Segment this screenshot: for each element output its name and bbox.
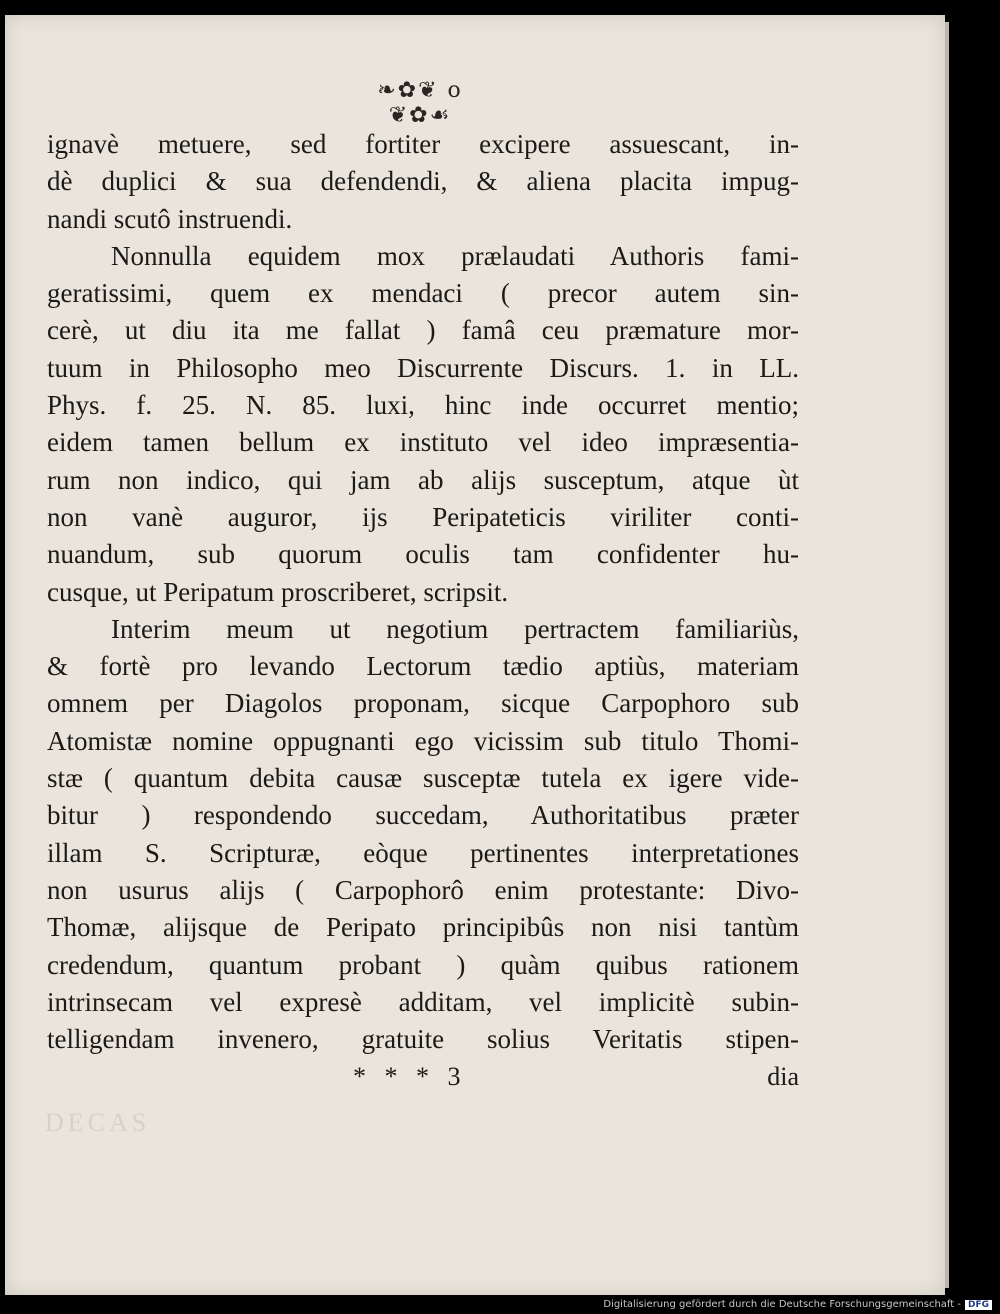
show-through-text: DECAS xyxy=(45,1108,151,1137)
text-line: rum non indico, qui jam ab alijs susceptum, atque ùt xyxy=(47,464,799,495)
signature-mark: * * * 3 xyxy=(353,1062,467,1091)
text-line: intrinsecam vel expresè additam, vel implicitè subin- xyxy=(47,986,799,1017)
text-line: non usurus alijs ( Carpophorô enim protestante: Divo- xyxy=(47,874,799,905)
text-line: telligendam invenero, gratuite solius Veritatis stipen- xyxy=(47,1024,799,1055)
text-line: Interim meum ut negotium pertractem familiariùs, xyxy=(111,613,799,644)
text-line: stæ ( quantum debita causæ susceptæ tutela ex igere vide- xyxy=(47,763,799,794)
text-line: omnem per Diagolos proponam, sicque Carpophoro sub xyxy=(47,688,799,719)
page-foot xyxy=(47,1062,799,1102)
text-line: credendum, quantum probant ) quàm quibus rationem xyxy=(47,949,799,980)
text-line: Phys. f. 25. N. 85. luxi, hinc inde occurret mentio; xyxy=(47,390,799,421)
text-line: non vanè auguror, ijs Peripateticis viriliter conti- xyxy=(47,501,799,532)
text-line: illam S. Scripturæ, eòque pertinentes interpretationes xyxy=(47,837,799,868)
header-ornament: ❧✿❦ o ❦✿☙ xyxy=(377,78,463,128)
digitization-footer xyxy=(603,1299,992,1310)
footer-text: Digitalisierung gefördert durch die Deutsche Forschungsgemeinschaft - xyxy=(603,1299,961,1310)
text-line: eidem tamen bellum ex instituto vel ideo impræsentia- xyxy=(47,427,799,458)
text-line: tuum in Philosopho meo Discurrente Discurs. 1. in LL. xyxy=(47,352,799,383)
text-line: cerè, ut diu ita me fallat ) famâ ceu præmature mor- xyxy=(47,315,799,346)
catchword: dia xyxy=(767,1062,799,1091)
text-line: cusque, ut Peripatum proscriberet, scripsit. xyxy=(47,576,509,607)
text-line: Atomistæ nomine oppugnanti ego vicissim sub titulo Thomi- xyxy=(47,725,799,756)
text-line: Nonnulla equidem mox prælaudati Authoris fami- xyxy=(111,240,799,271)
text-line: & fortè pro levando Lectorum tædio aptiùs, materiam xyxy=(47,651,799,682)
text-line: Thomæ, alijsque de Peripato principibûs non nisi tantùm xyxy=(47,912,799,943)
page-edge xyxy=(945,22,949,1288)
text-line: dè duplici & sua defendendi, & aliena placita impug- xyxy=(47,166,799,197)
text-line: geratissimi, quem ex mendaci ( precor autem sin- xyxy=(47,278,799,309)
body-text xyxy=(47,126,799,1058)
dfg-logo: DFG xyxy=(965,1300,992,1310)
text-line: nandi scutô instruendi. xyxy=(47,203,293,234)
text-line: nuandum, sub quorum oculis tam confidenter hu- xyxy=(47,539,799,570)
text-line: bitur ) respondendo succedam, Authoritatibus præter xyxy=(47,800,799,831)
text-line: ignavè metuere, sed fortiter excipere assuescant, in- xyxy=(47,129,799,159)
